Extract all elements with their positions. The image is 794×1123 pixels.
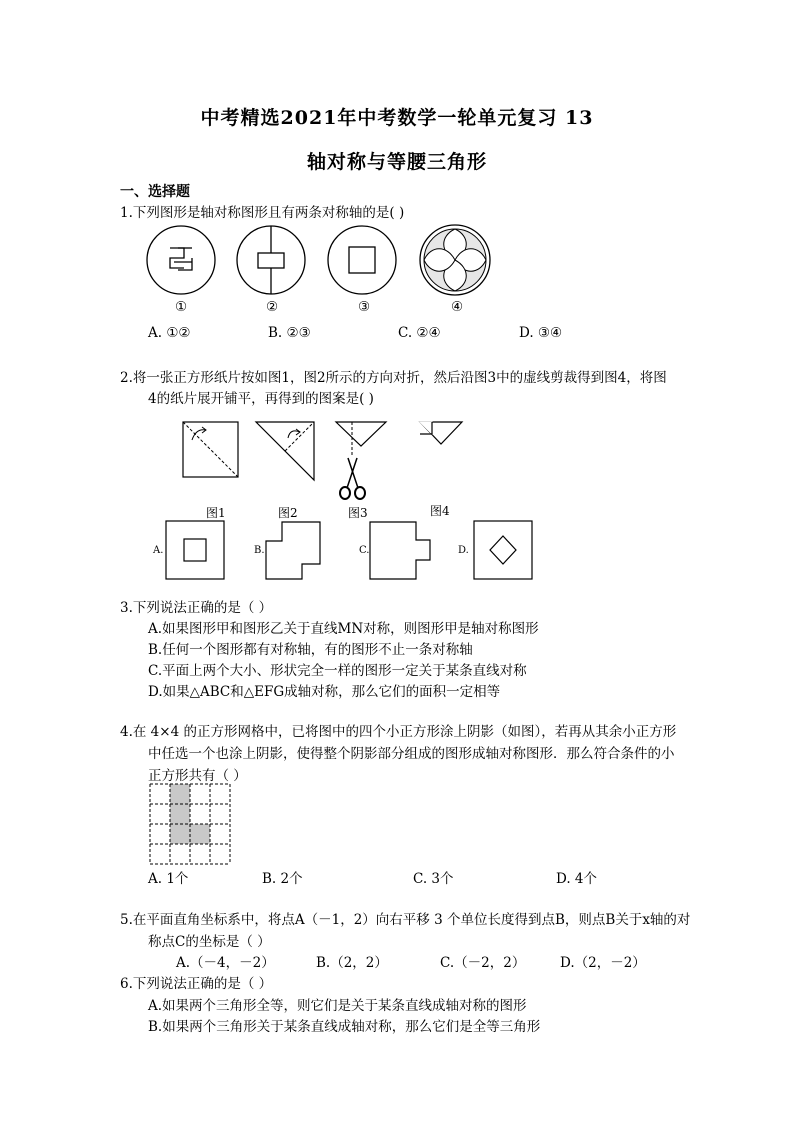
- q5-option-c[interactable]: C.（－2，2）: [440, 955, 526, 971]
- page-title: 中考精选2021年中考数学一轮单元复习 13: [200, 107, 594, 129]
- question-5-stem-line1: 5.在平面直角坐标系中，将点A（－1，2）向右平移 3 个单位长度得到点B，则点B关于x轴的对: [120, 912, 691, 928]
- q4-option-c[interactable]: C. 3个: [413, 871, 454, 887]
- q3-option-a[interactable]: A.如果图形甲和图形乙关于直线MN对称，则图形甲是轴对称图形: [148, 621, 539, 637]
- figure-4-pinwheel: [420, 225, 490, 295]
- q5-option-d[interactable]: D.（2，－2）: [560, 955, 646, 971]
- figure-1-circle: [147, 226, 215, 294]
- page-subtitle: 轴对称与等腰三角形: [306, 151, 487, 173]
- question-5-stem-line2: 称点C的坐标是（ ）: [148, 934, 271, 950]
- figure-1-label: ①: [175, 299, 188, 315]
- q1-option-d[interactable]: D. ③④: [519, 325, 563, 341]
- question-2-stem-line2: 4的纸片展开铺平，再得到的图案是( ): [148, 391, 374, 407]
- choice-a-label: A.: [153, 545, 164, 556]
- fold-figure-2-label: 图2: [278, 506, 298, 520]
- question-6-stem: 6.下列说法正确的是（ ）: [120, 976, 273, 992]
- choice-a-figure[interactable]: [166, 521, 224, 579]
- question-4-stem-line2: 中任选一个也涂上阴影，使得整个阴影部分组成的图形成轴对称图形．那么符合条件的小: [148, 746, 675, 762]
- q6-option-b[interactable]: B.如果两个三角形关于某条直线成轴对称，那么它们是全等三角形: [148, 1019, 541, 1035]
- q1-option-c[interactable]: C. ②④: [398, 325, 441, 341]
- section-heading: 一、选择题: [120, 184, 190, 200]
- question-1-stem: 1.下列图形是轴对称图形且有两条对称轴的是( ): [120, 205, 405, 221]
- q1-option-a[interactable]: A. ①②: [148, 325, 191, 341]
- q4-option-b[interactable]: B. 2个: [262, 871, 303, 887]
- fold-figure-2: [256, 422, 314, 480]
- q3-option-d[interactable]: D.如果△ABC和△EFG成轴对称，那么它们的面积一定相等: [148, 684, 501, 700]
- figure-2-circle: [237, 226, 305, 294]
- figure-4-label: ④: [451, 299, 464, 315]
- question-4-stem-line1: 4.在 4×4 的正方形网格中，已将图中的四个小正方形涂上阴影（如图），若再从其余小正方形: [120, 724, 677, 740]
- fold-figure-3-label: 图3: [348, 506, 368, 520]
- fold-figure-1: [183, 422, 238, 477]
- figure-3-circle: [328, 226, 396, 294]
- choice-d-label: D.: [458, 545, 469, 556]
- question-1-figures: [140, 222, 500, 322]
- figure-3-label: ③: [358, 299, 371, 315]
- q3-option-b[interactable]: B.任何一个图形都有对称轴，有的图形不止一条对称轴: [148, 642, 473, 658]
- question-2-stem-line1: 2.将一张正方形纸片按如图1，图2所示的方向对折，然后沿图3中的虚线剪裁得到图4，将图: [120, 370, 667, 386]
- fold-figure-3: [336, 422, 386, 499]
- choice-c-label: C.: [359, 545, 370, 556]
- fold-figure-1-label: 图1: [206, 506, 226, 520]
- choice-b-figure[interactable]: [266, 522, 320, 579]
- question-4-stem-line3: 正方形共有（ ）: [148, 768, 247, 784]
- q4-option-a[interactable]: A. 1个: [148, 871, 189, 887]
- q6-option-a[interactable]: A.如果两个三角形全等，则它们是关于某条直线成轴对称的图形: [148, 998, 527, 1014]
- question-4-grid: [150, 784, 232, 866]
- figure-2-label: ②: [266, 299, 279, 315]
- q5-option-a[interactable]: A.（－4，－2）: [176, 955, 275, 971]
- choice-d-figure[interactable]: [474, 521, 532, 579]
- q4-option-d[interactable]: D. 4个: [556, 871, 598, 887]
- fold-figure-4: [420, 422, 462, 444]
- scissors-icon: [340, 458, 365, 499]
- fold-figure-4-label: 图4: [430, 504, 450, 518]
- q3-option-c[interactable]: C.平面上两个大小、形状完全一样的图形一定关于某条直线对称: [148, 663, 527, 679]
- question-3-stem: 3.下列说法正确的是（ ）: [120, 600, 273, 616]
- choice-b-label: B.: [254, 545, 265, 556]
- question-2-choice-figures: [148, 520, 548, 582]
- q1-option-b[interactable]: B. ②③: [268, 325, 311, 341]
- question-2-fold-figures: [180, 418, 480, 508]
- q5-option-b[interactable]: B.（2，2）: [316, 955, 388, 971]
- choice-c-figure[interactable]: [370, 522, 430, 579]
